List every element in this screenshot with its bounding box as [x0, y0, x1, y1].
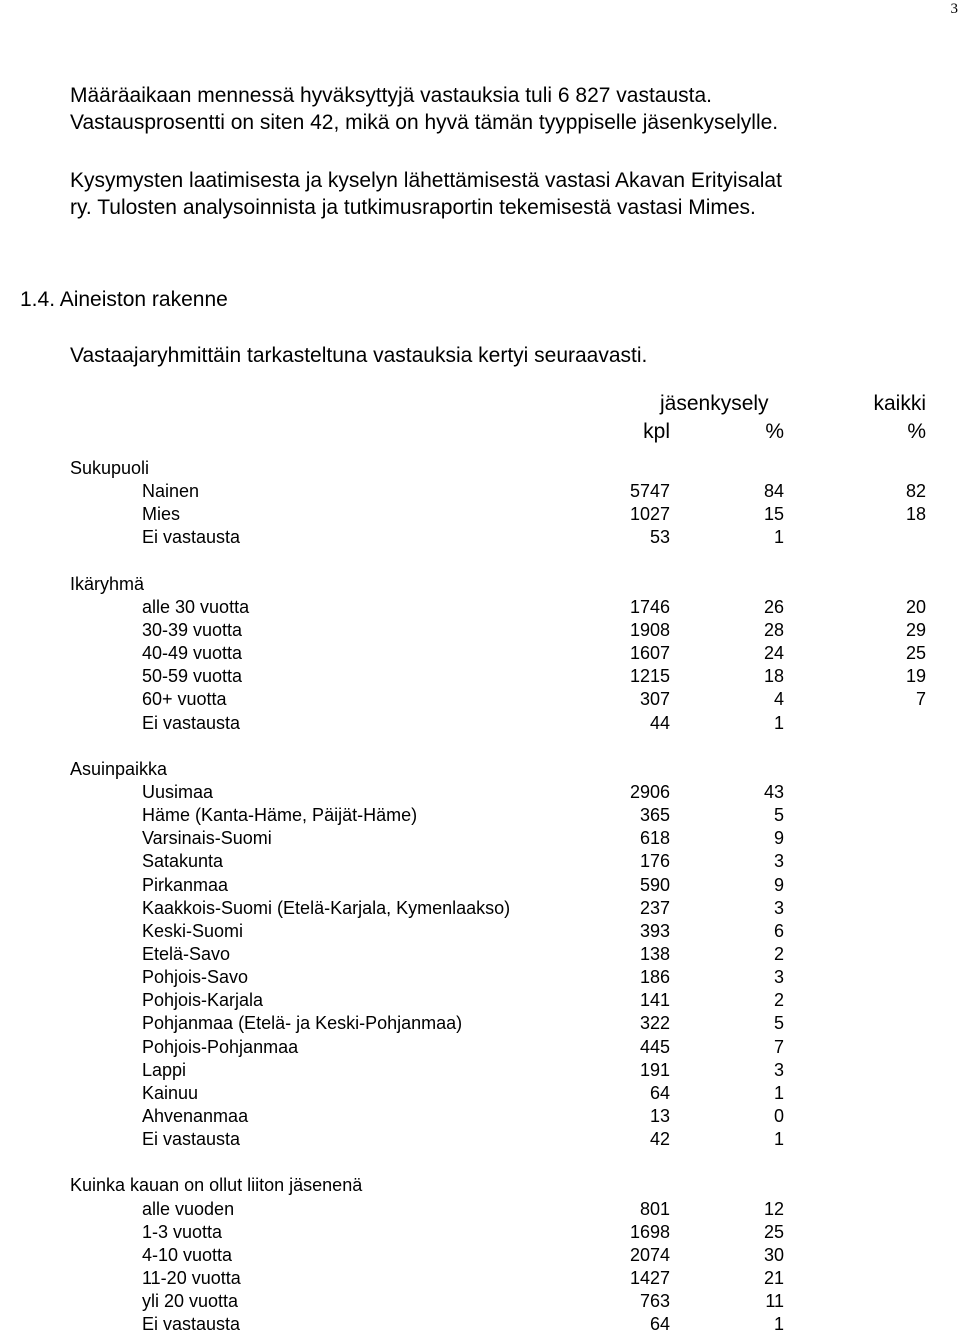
group-title: Kuinka kauan on ollut liiton jäsenenä — [70, 1175, 363, 1196]
row-percent-members: 9 — [773, 828, 784, 849]
row-count: 237 — [639, 897, 670, 918]
row-percent-members: 24 — [763, 643, 784, 664]
table-row — [0, 1012, 960, 1035]
table-row — [0, 1105, 960, 1128]
row-percent-members: 9 — [773, 874, 784, 895]
row-count: 393 — [639, 920, 670, 941]
row-count: 138 — [639, 943, 670, 964]
row-percent-members: 0 — [773, 1105, 784, 1126]
row-percent-members: 1 — [773, 1129, 784, 1150]
row-count: 1427 — [629, 1267, 670, 1288]
row-percent-members: 3 — [773, 897, 784, 918]
table-row — [0, 850, 960, 873]
row-percent-members: 21 — [763, 1267, 784, 1288]
row-count: 44 — [649, 712, 670, 733]
table-row — [0, 503, 960, 526]
row-percent-members: 43 — [763, 781, 784, 802]
row-percent-members: 84 — [763, 481, 784, 502]
row-label: 1-3 vuotta — [142, 1221, 223, 1242]
row-percent-members: 6 — [773, 920, 784, 941]
row-percent-all: 18 — [905, 504, 926, 525]
row-percent-members: 28 — [763, 619, 784, 640]
row-count: 176 — [639, 851, 670, 872]
row-label: Kainuu — [142, 1082, 199, 1103]
row-percent-all: 25 — [905, 643, 926, 664]
group-spacer — [0, 735, 960, 758]
row-label: Pirkanmaa — [142, 874, 229, 895]
row-percent-members: 4 — [773, 689, 784, 710]
row-percent-members: 3 — [773, 851, 784, 872]
paragraph-response-rate — [70, 82, 940, 136]
row-percent-members: 2 — [773, 990, 784, 1011]
table-row — [0, 804, 960, 827]
table-row — [0, 1128, 960, 1151]
intro-text: Vastaajaryhmittäin tarkasteltuna vastauksia kertyi seuraavasti. — [70, 344, 648, 367]
table-row — [0, 920, 960, 943]
row-percent-members: 1 — [773, 527, 784, 548]
row-percent-members: 2 — [773, 943, 784, 964]
row-label: 11-20 vuotta — [142, 1267, 241, 1288]
table-row — [0, 781, 960, 804]
table-row — [0, 1313, 960, 1336]
group-title: Sukupuoli — [70, 458, 150, 478]
row-percent-members: 12 — [763, 1198, 784, 1219]
table-row — [0, 897, 960, 920]
table-row — [0, 665, 960, 688]
row-count: 1027 — [629, 504, 670, 525]
row-percent-members: 15 — [763, 504, 784, 525]
row-count: 307 — [639, 689, 670, 710]
table-row — [0, 526, 960, 549]
row-percent-members: 1 — [773, 1082, 784, 1103]
row-percent-members: 5 — [773, 1013, 784, 1034]
group-title: Ikäryhmä — [70, 573, 145, 594]
row-label: alle vuoden — [142, 1198, 235, 1219]
row-label: Pohjois-Karjala — [142, 990, 264, 1011]
table-row — [0, 1036, 960, 1059]
row-count: 2074 — [629, 1244, 670, 1265]
row-count: 445 — [639, 1036, 670, 1057]
paragraph-line: Vastausprosentti on siten 42, mikä on hyvä tämän tyyppiselle jäsenkyselylle. — [70, 111, 779, 134]
paragraph-line: Määräaikaan mennessä hyväksyttyjä vastauksia tuli 6 827 vastausta. — [70, 84, 713, 107]
row-label: 30-39 vuotta — [142, 619, 243, 640]
column-header-percent-members: % — [765, 420, 784, 443]
row-label: yli 20 vuotta — [142, 1291, 239, 1312]
row-percent-all: 19 — [905, 666, 926, 687]
row-percent-members: 1 — [773, 1314, 784, 1335]
table-row — [0, 596, 960, 619]
table-row — [0, 1267, 960, 1290]
row-label: 60+ vuotta — [142, 689, 227, 710]
row-count: 618 — [639, 828, 670, 849]
table-row — [0, 1290, 960, 1313]
row-count: 365 — [639, 805, 670, 826]
column-header-kaikki: kaikki — [873, 392, 926, 415]
row-label: Satakunta — [142, 851, 224, 872]
table-row — [0, 1198, 960, 1221]
row-percent-members: 7 — [773, 1036, 784, 1057]
row-label: Pohjois-Savo — [142, 967, 249, 988]
row-label: 40-49 vuotta — [142, 643, 243, 664]
table-row — [0, 480, 960, 503]
row-count: 1746 — [629, 596, 670, 617]
row-count: 13 — [649, 1105, 670, 1126]
row-label: Kaakkois-Suomi (Etelä-Karjala, Kymenlaakso) — [142, 897, 511, 918]
row-count: 5747 — [629, 481, 670, 502]
table-row — [0, 688, 960, 711]
row-label: Ei vastausta — [142, 527, 241, 548]
row-percent-members: 1 — [773, 712, 784, 733]
column-header-jasenkysely: jäsenkysely — [660, 392, 769, 415]
row-count: 763 — [639, 1291, 670, 1312]
row-percent-members: 18 — [763, 666, 784, 687]
row-label: 50-59 vuotta — [142, 666, 243, 687]
row-count: 590 — [639, 874, 670, 895]
table-row — [0, 827, 960, 850]
table-row — [0, 874, 960, 897]
row-label: Varsinais-Suomi — [142, 828, 272, 849]
row-percent-members: 3 — [773, 1059, 784, 1080]
row-label: Lappi — [142, 1059, 187, 1080]
row-label: Mies — [142, 504, 181, 525]
table-row — [0, 943, 960, 966]
row-percent-members: 25 — [763, 1221, 784, 1242]
row-count: 141 — [639, 990, 670, 1011]
row-percent-all: 82 — [905, 481, 926, 502]
row-percent-members: 3 — [773, 967, 784, 988]
row-percent-all: 29 — [905, 619, 926, 640]
row-label: Ei vastausta — [142, 712, 241, 733]
row-percent-members: 11 — [765, 1291, 784, 1312]
row-label: Pohjanmaa (Etelä- ja Keski-Pohjanmaa) — [142, 1013, 463, 1034]
row-label: Häme (Kanta-Häme, Päijät-Häme) — [142, 805, 418, 826]
row-percent-all: 7 — [915, 689, 926, 710]
row-label: Etelä-Savo — [142, 943, 231, 964]
table-row — [0, 642, 960, 665]
row-count: 1698 — [629, 1221, 670, 1242]
row-percent-all: 20 — [905, 596, 926, 617]
section-heading: 1.4. Aineiston rakenne — [20, 288, 228, 311]
row-count: 64 — [649, 1314, 670, 1335]
table-row — [0, 712, 960, 735]
respondent-table — [0, 457, 960, 1336]
paragraph-line: ry. Tulosten analysoinnista ja tutkimusraportin tekemisestä vastasi Mimes. — [70, 196, 756, 219]
row-count: 42 — [649, 1129, 670, 1150]
page-number: 3 — [950, 1, 958, 17]
table-row — [0, 1059, 960, 1082]
row-count: 322 — [639, 1013, 670, 1034]
row-label: Nainen — [142, 481, 200, 502]
row-count: 801 — [639, 1198, 670, 1219]
column-header-percent-all: % — [907, 420, 926, 443]
paragraph-line: Kysymysten laatimisesta ja kyselyn lähettämisestä vastasi Akavan Erityisalat — [70, 169, 782, 192]
row-count: 53 — [649, 527, 670, 548]
row-label: Keski-Suomi — [142, 920, 244, 941]
row-label: Ei vastausta — [142, 1314, 241, 1335]
row-count: 191 — [639, 1059, 670, 1080]
row-label: Ahvenanmaa — [142, 1105, 249, 1126]
table-row — [0, 619, 960, 642]
table-row — [0, 989, 960, 1012]
row-count: 2906 — [629, 781, 670, 802]
row-label: 4-10 vuotta — [142, 1244, 233, 1265]
row-percent-members: 26 — [763, 596, 784, 617]
row-count: 64 — [649, 1082, 670, 1103]
group-spacer — [0, 1151, 960, 1174]
table-row — [0, 1221, 960, 1244]
row-percent-members: 5 — [773, 805, 784, 826]
table-row — [0, 1244, 960, 1267]
table-row — [0, 966, 960, 989]
row-count: 1215 — [629, 666, 670, 687]
row-percent-members: 30 — [763, 1244, 784, 1265]
group-title: Asuinpaikka — [70, 758, 168, 779]
row-count: 1607 — [629, 643, 670, 664]
row-count: 1908 — [629, 619, 670, 640]
group-spacer — [0, 550, 960, 573]
row-label: Ei vastausta — [142, 1129, 241, 1150]
row-label: alle 30 vuotta — [142, 596, 250, 617]
row-label: Uusimaa — [142, 781, 214, 802]
column-header-kpl: kpl — [643, 420, 670, 443]
row-label: Pohjois-Pohjanmaa — [142, 1036, 299, 1057]
table-row — [0, 1082, 960, 1105]
paragraph-responsibility — [70, 167, 940, 221]
row-count: 186 — [639, 967, 670, 988]
